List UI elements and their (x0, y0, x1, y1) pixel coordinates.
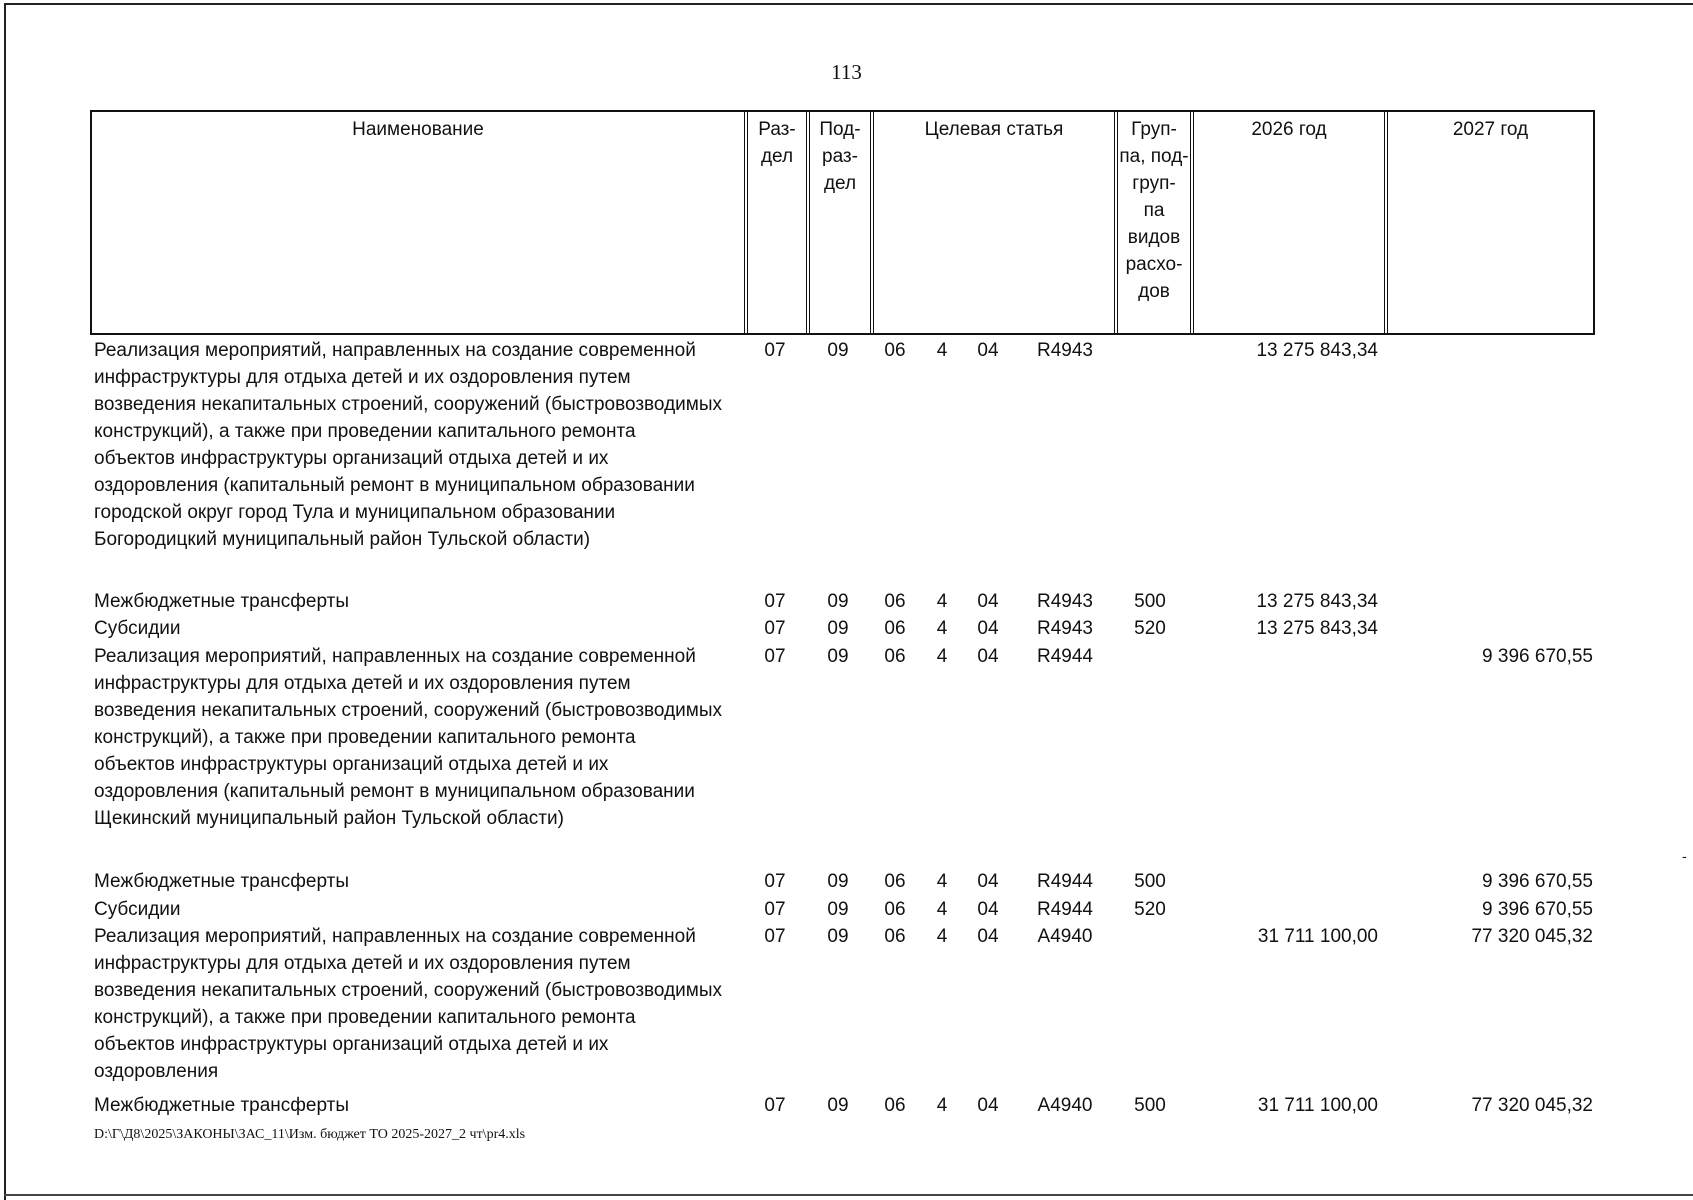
row-2026: 31 711 100,00 (1257, 1095, 1378, 1116)
row-cs3: 04 (977, 899, 999, 920)
header-2027: 2027 год (1452, 119, 1529, 140)
row-podrazdel: 09 (827, 899, 849, 920)
page-frame-bottom (4, 1194, 1693, 1196)
row-2026: 13 275 843,34 (1256, 591, 1378, 612)
row-razdel: 07 (764, 340, 786, 361)
row-name: Межбюджетные трансферты (94, 1095, 349, 1116)
row-podrazdel: 09 (827, 591, 849, 612)
row-podrazdel: 09 (827, 618, 849, 639)
row-2026: 31 711 100,00 (1257, 926, 1378, 947)
row-cs3: 04 (977, 618, 999, 639)
row-name: Субсидии (94, 618, 181, 639)
row-podrazdel: 09 (827, 1095, 849, 1116)
header-razdel: Раз- дел (758, 119, 796, 167)
row-cs2: 4 (936, 618, 948, 639)
file-path-footer: D:\Г\Д8\2025\ЗАКОНЫ\ЗАС_11\Изм. бюджет ТО 2025-2027_2 чт\pr4.xls (94, 1127, 526, 1142)
row-razdel: 07 (764, 899, 786, 920)
header-podrazdel: Под- раз- дел (819, 119, 861, 194)
row-cs4: R4944 (1037, 871, 1093, 892)
row-cs3: 04 (977, 871, 999, 892)
row-razdel: 07 (764, 871, 786, 892)
row-cs2: 4 (936, 646, 948, 667)
row-cs2: 4 (936, 899, 948, 920)
row-razdel: 07 (764, 926, 786, 947)
row-cs1: 06 (884, 871, 906, 892)
row-cs4: R4944 (1037, 646, 1093, 667)
row-cs3: 04 (977, 1095, 999, 1116)
row-cs4: А4940 (1037, 926, 1093, 947)
row-name: Межбюджетные трансферты (94, 871, 349, 892)
row-cs2: 4 (936, 926, 948, 947)
row-name: Субсидии (94, 899, 181, 920)
row-cs2: 4 (936, 1095, 948, 1116)
row-cs3: 04 (977, 926, 999, 947)
row-2027: 77 320 045,32 (1471, 1095, 1593, 1116)
row-2027: 9 396 670,55 (1482, 899, 1593, 920)
row-name: Реализация мероприятий, направленных на создание современной инфраструктуры для отдыха детей и их оздоровления путем возведения некапитальных строений, сооружений (быстровозводимых конструкций), а также при проведении капитального ремонта объектов инфраструктуры организаций отдыха детей и их оздоровления (94, 926, 722, 1082)
row-2027: 9 396 670,55 (1482, 646, 1593, 667)
margin-mark: - (1682, 848, 1687, 864)
row-group: 520 (1134, 618, 1166, 639)
row-cs4: R4943 (1037, 340, 1093, 361)
row-cs1: 06 (884, 646, 906, 667)
page-frame-top (4, 3, 1693, 5)
row-cs2: 4 (936, 591, 948, 612)
page-number: 113 (831, 60, 862, 84)
row-name: Реализация мероприятий, направленных на создание современной инфраструктуры для отдыха детей и их оздоровления путем возведения некапитальных строений, сооружений (быстровозводимых конструкций), а также при проведении капитального ремонта объектов инфраструктуры организаций отдыха детей и их оздоровления (капитальный ремонт в муниципальном образовании городской округ город Тула и муниципальном образовании Богородицкий муниципальный район Тульской области) (94, 340, 722, 550)
row-group: 500 (1134, 591, 1166, 612)
row-name: Реализация мероприятий, направленных на создание современной инфраструктуры для отдыха детей и их оздоровления путем возведения некапитальных строений, сооружений (быстровозводимых конструкций), а также при проведении капитального ремонта объектов инфраструктуры организаций отдыха детей и их оздоровления (капитальный ремонт в муниципальном образовании Щекинский муниципальный район Тульской области) (94, 646, 722, 829)
row-group: 520 (1134, 899, 1166, 920)
row-cs2: 4 (936, 340, 948, 361)
row-group: 500 (1134, 1095, 1166, 1116)
row-cs4: R4943 (1037, 618, 1093, 639)
row-cs4: R4944 (1037, 899, 1093, 920)
row-cs1: 06 (884, 899, 906, 920)
row-cs3: 04 (977, 646, 999, 667)
row-podrazdel: 09 (827, 926, 849, 947)
row-cs1: 06 (884, 618, 906, 639)
row-cs3: 04 (977, 340, 999, 361)
row-razdel: 07 (764, 1095, 786, 1116)
row-podrazdel: 09 (827, 646, 849, 667)
header-gruppa: Груп- па, под- груп- па видов расхо- дов (1119, 119, 1189, 302)
row-cs3: 04 (977, 591, 999, 612)
row-cs4: R4943 (1037, 591, 1093, 612)
row-razdel: 07 (764, 618, 786, 639)
row-cs1: 06 (884, 340, 906, 361)
row-2027: 9 396 670,55 (1482, 871, 1593, 892)
header-celevaya: Целевая статья (924, 119, 1064, 140)
row-cs4: А4940 (1037, 1095, 1093, 1116)
table-header (90, 110, 1595, 335)
row-razdel: 07 (764, 591, 786, 612)
page-frame-left (4, 3, 6, 1200)
header-2026: 2026 год (1251, 119, 1327, 140)
row-name: Межбюджетные трансферты (94, 591, 349, 612)
row-2027: 77 320 045,32 (1471, 926, 1593, 947)
row-cs1: 06 (884, 591, 906, 612)
row-2026: 13 275 843,34 (1256, 340, 1378, 361)
row-razdel: 07 (764, 646, 786, 667)
row-podrazdel: 09 (827, 340, 849, 361)
row-cs1: 06 (884, 926, 906, 947)
row-cs2: 4 (936, 871, 948, 892)
row-cs1: 06 (884, 1095, 906, 1116)
header-name: Наименование (352, 119, 484, 140)
row-group: 500 (1134, 871, 1166, 892)
row-podrazdel: 09 (827, 871, 849, 892)
row-2026: 13 275 843,34 (1256, 618, 1378, 639)
